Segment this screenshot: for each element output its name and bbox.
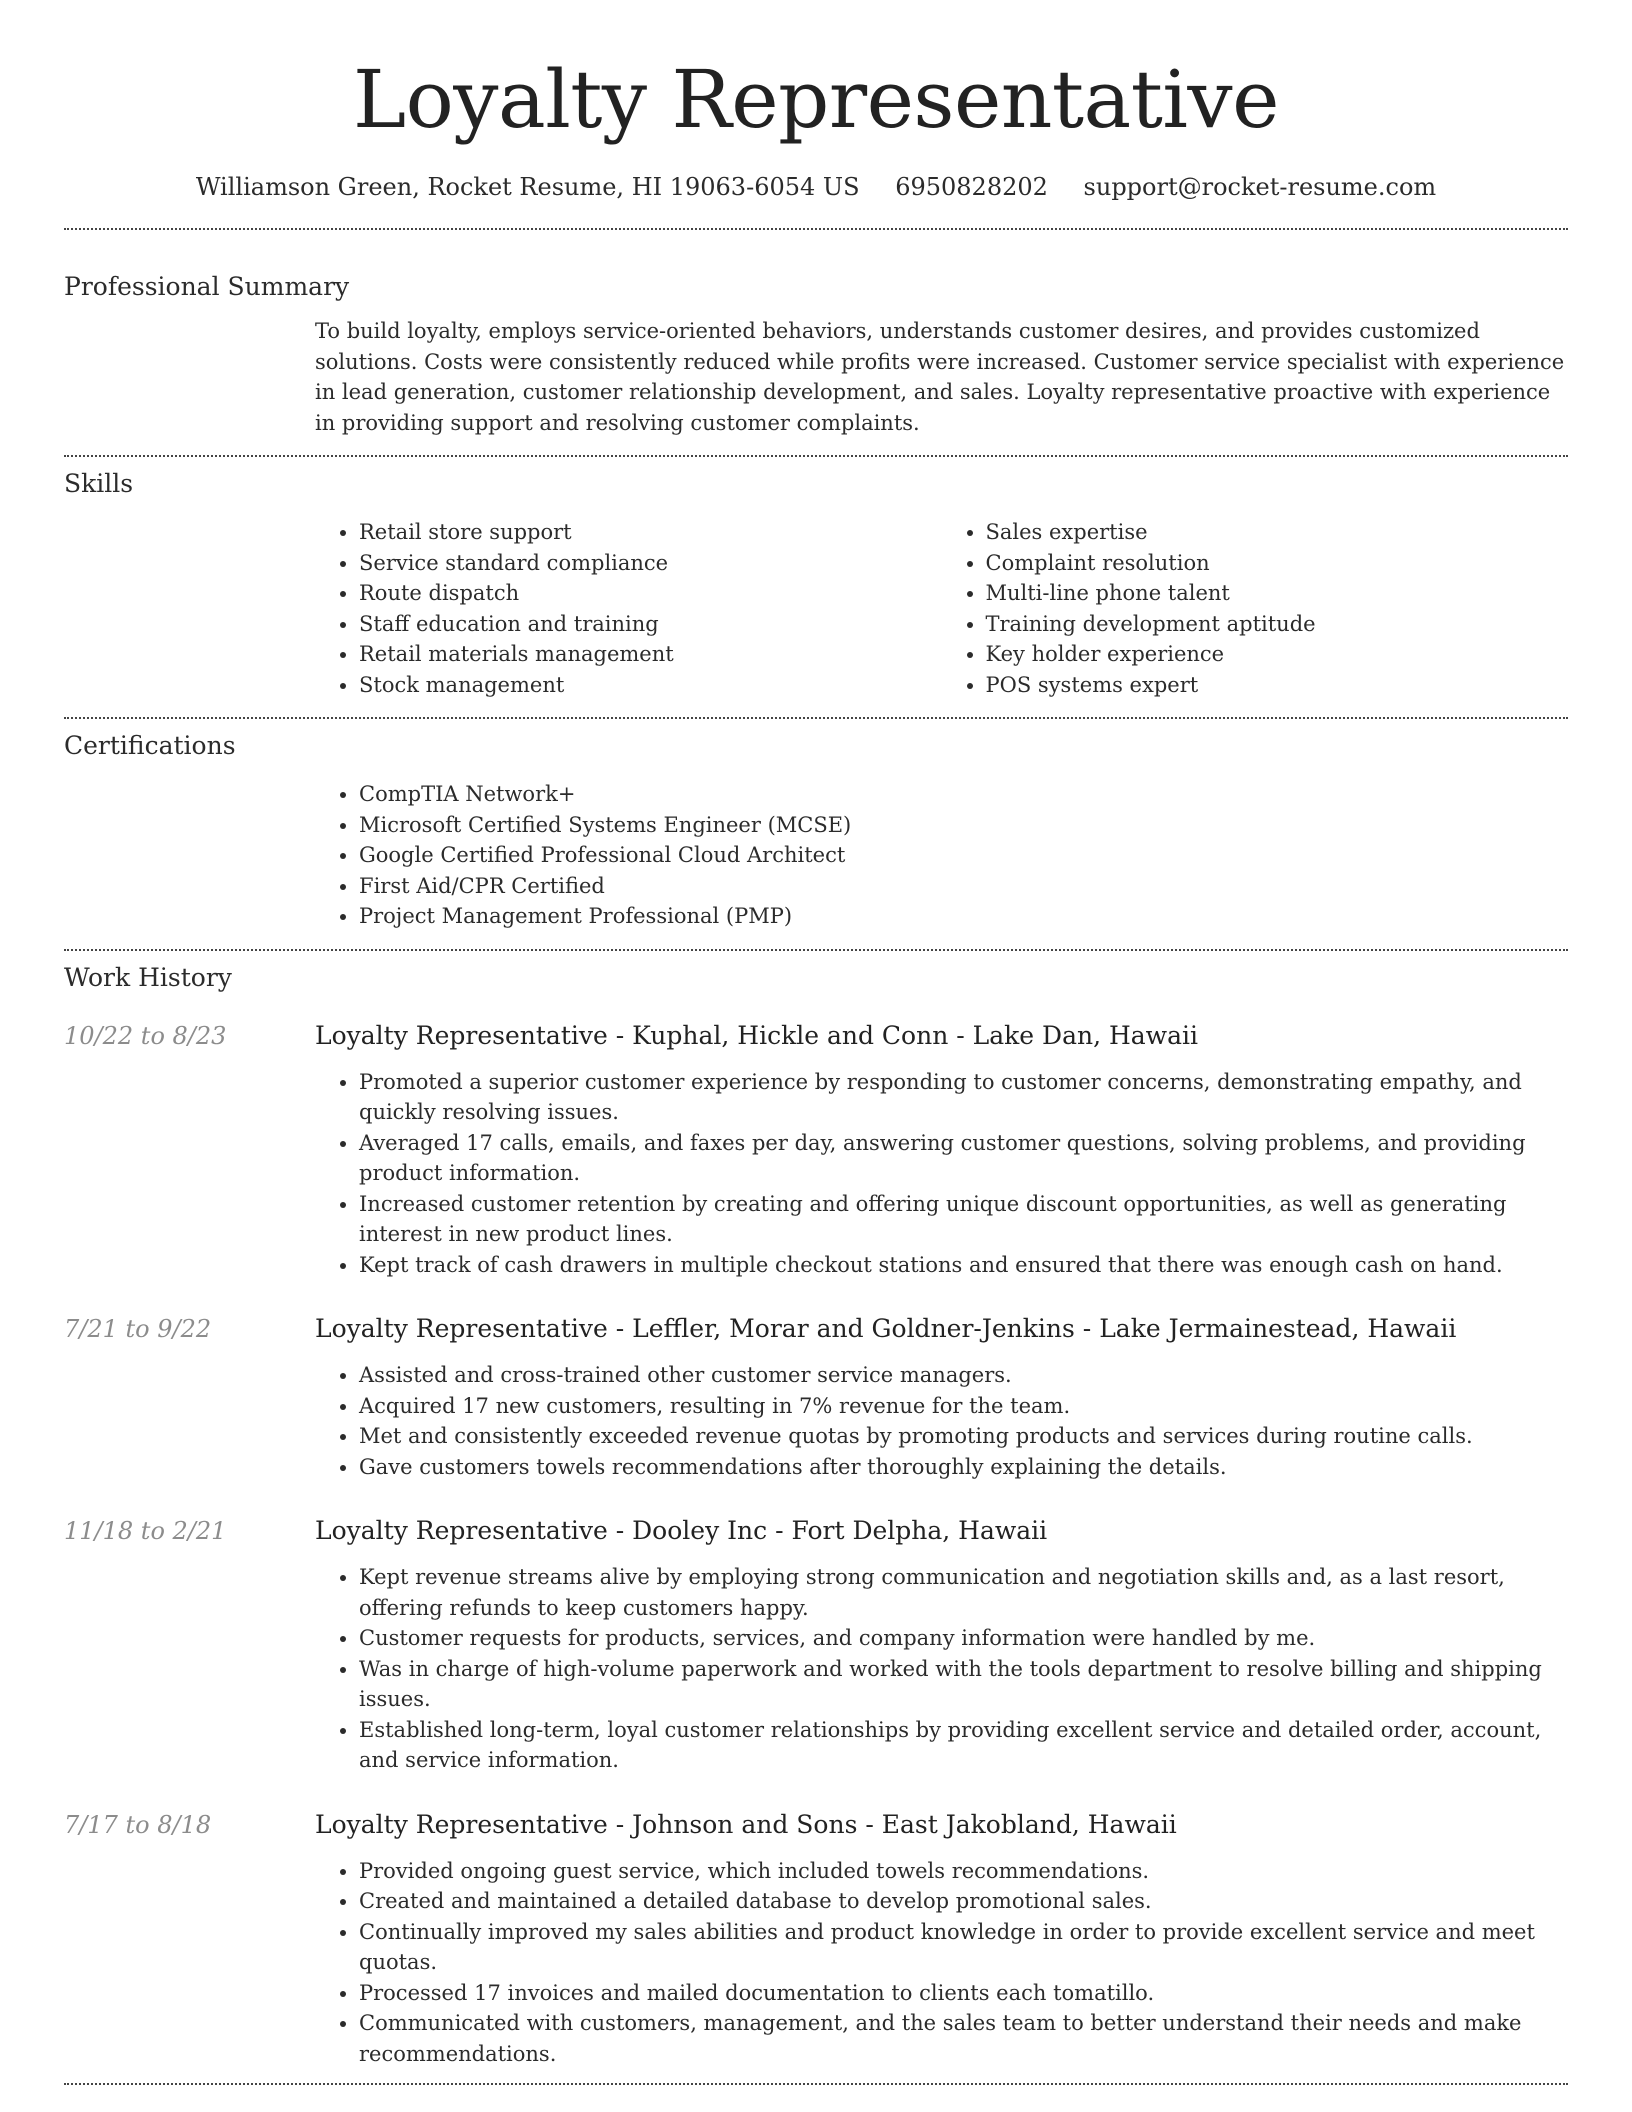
work-history-heading: Work History bbox=[64, 962, 232, 992]
divider bbox=[64, 228, 1568, 230]
job-bullet: • Was in charge of high-volume paperwork and worked with the tools department to resolve billing and shipping issues. bbox=[359, 1654, 1568, 1715]
skill-item: • POS systems expert bbox=[986, 670, 1569, 701]
job-bullet: • Kept track of cash drawers in multiple checkout stations and ensured that there was enough cash on hand. bbox=[359, 1250, 1568, 1281]
skills-column-1 bbox=[315, 517, 942, 700]
skills-heading: Skills bbox=[64, 469, 134, 498]
job-bullets bbox=[315, 1562, 1568, 1776]
job-bullet: • Averaged 17 calls, emails, and faxes per day, answering customer questions, solving problems, and providing product information. bbox=[359, 1128, 1568, 1189]
job-bullet: • Kept revenue streams alive by employing strong communication and negotiation skills and, as a last resort, offering refunds to keep customers happy. bbox=[359, 1562, 1568, 1623]
job-bullet: • Customer requests for products, services, and company information were handled by me. bbox=[359, 1623, 1568, 1654]
job-title: Loyalty Representative - Johnson and Sons - East Jakobland, Hawaii bbox=[315, 1809, 1177, 1839]
job-bullets bbox=[315, 1067, 1568, 1281]
skills-column-2 bbox=[942, 517, 1569, 700]
summary-heading: Professional Summary bbox=[64, 272, 350, 301]
contact-email: support@rocket-resume.com bbox=[1083, 173, 1437, 201]
job-bullet: • Continually improved my sales abilities and product knowledge in order to provide excellent service and meet quotas. bbox=[359, 1917, 1568, 1978]
contact-phone: 6950828202 bbox=[895, 173, 1048, 201]
job-title: Loyalty Representative - Kuphal, Hickle and Conn - Lake Dan, Hawaii bbox=[315, 1020, 1198, 1050]
contact-address: Williamson Green, Rocket Resume, HI 19063-6054 US bbox=[195, 173, 860, 201]
job-bullet: • Met and consistently exceeded revenue quotas by promoting products and services during routine calls. bbox=[359, 1421, 1568, 1452]
divider bbox=[64, 2083, 1568, 2085]
job-bullets bbox=[315, 1360, 1568, 1482]
job-entry bbox=[64, 1808, 1568, 2070]
divider bbox=[64, 949, 1568, 951]
job-bullet: • Acquired 17 new customers, resulting in 7% revenue for the team. bbox=[359, 1391, 1568, 1422]
contact-line bbox=[64, 170, 1568, 204]
job-bullet: • Established long-term, loyal customer relationships by providing excellent service and detailed order, account, and service information. bbox=[359, 1715, 1568, 1776]
job-bullet: • Created and maintained a detailed database to develop promotional sales. bbox=[359, 1886, 1568, 1917]
divider bbox=[64, 455, 1568, 457]
resume-name: Loyalty Representative bbox=[353, 53, 1279, 146]
job-bullet: • Gave customers towels recommendations after thoroughly explaining the details. bbox=[359, 1452, 1568, 1483]
job-dates: 7/17 to 8/18 bbox=[64, 1810, 212, 1839]
skill-item: • Route dispatch bbox=[359, 578, 942, 609]
certification-item: • Project Management Professional (PMP) bbox=[359, 901, 1568, 932]
skill-item: • Training development aptitude bbox=[986, 609, 1569, 640]
skill-item: • Sales expertise bbox=[986, 517, 1569, 548]
job-bullet: • Communicated with customers, management, and the sales team to better understand their needs and make recommendations. bbox=[359, 2008, 1568, 2069]
certification-item: • Google Certified Professional Cloud Architect bbox=[359, 840, 1568, 871]
job-title: Loyalty Representative - Leffler, Morar and Goldner-Jenkins - Lake Jermainestead, Hawaii bbox=[315, 1314, 1457, 1343]
certifications-list bbox=[315, 779, 1568, 932]
job-bullets bbox=[315, 1856, 1568, 2070]
certification-item: • First Aid/CPR Certified bbox=[359, 871, 1568, 902]
skill-item: • Key holder experience bbox=[986, 639, 1569, 670]
job-bullet: • Provided ongoing guest service, which included towels recommendations. bbox=[359, 1856, 1568, 1887]
job-bullet: • Promoted a superior customer experience by responding to customer concerns, demonstrating empathy, and quickly resolving issues. bbox=[359, 1067, 1568, 1128]
skill-item: • Service standard compliance bbox=[359, 548, 942, 579]
resume-page bbox=[64, 0, 1568, 2085]
job-title: Loyalty Representative - Dooley Inc - Fort Delpha, Hawaii bbox=[315, 1516, 1048, 1545]
job-bullet: • Processed 17 invoices and mailed documentation to clients each tomatillo. bbox=[359, 1978, 1568, 2009]
job-entry bbox=[64, 1312, 1568, 1482]
job-bullet: • Assisted and cross-trained other customer service managers. bbox=[359, 1360, 1568, 1391]
divider bbox=[64, 717, 1568, 719]
skill-item: • Retail store support bbox=[359, 517, 942, 548]
skill-item: • Staff education and training bbox=[359, 609, 942, 640]
skill-item: • Stock management bbox=[359, 670, 942, 701]
job-dates: 10/22 to 8/23 bbox=[64, 1021, 227, 1050]
job-dates: 7/21 to 9/22 bbox=[64, 1315, 212, 1343]
skill-item: • Retail materials management bbox=[359, 639, 942, 670]
summary-text: To build loyalty, employs service-oriented behaviors, understands customer desires, and provides customized solutions. Costs were consistently reduced while profits were increased. Customer service specialist with experience in lead generation, customer relationship development, and sales. Loyalty representative proactive with experience in providing support and resolving customer complaints. bbox=[315, 319, 1565, 435]
skill-item: • Multi-line phone talent bbox=[986, 578, 1569, 609]
job-bullet: • Increased customer retention by creating and offering unique discount opportunities, as well as generating interest in new product lines. bbox=[359, 1189, 1568, 1250]
certifications-heading: Certifications bbox=[64, 731, 236, 760]
job-entry bbox=[64, 1019, 1568, 1281]
job-entry bbox=[64, 1514, 1568, 1776]
skill-item: • Complaint resolution bbox=[986, 548, 1569, 579]
certification-item: • CompTIA Network+ bbox=[359, 779, 1568, 810]
job-dates: 11/18 to 2/21 bbox=[64, 1517, 227, 1545]
certification-item: • Microsoft Certified Systems Engineer (MCSE) bbox=[359, 810, 1568, 841]
skills-list bbox=[315, 517, 1568, 700]
